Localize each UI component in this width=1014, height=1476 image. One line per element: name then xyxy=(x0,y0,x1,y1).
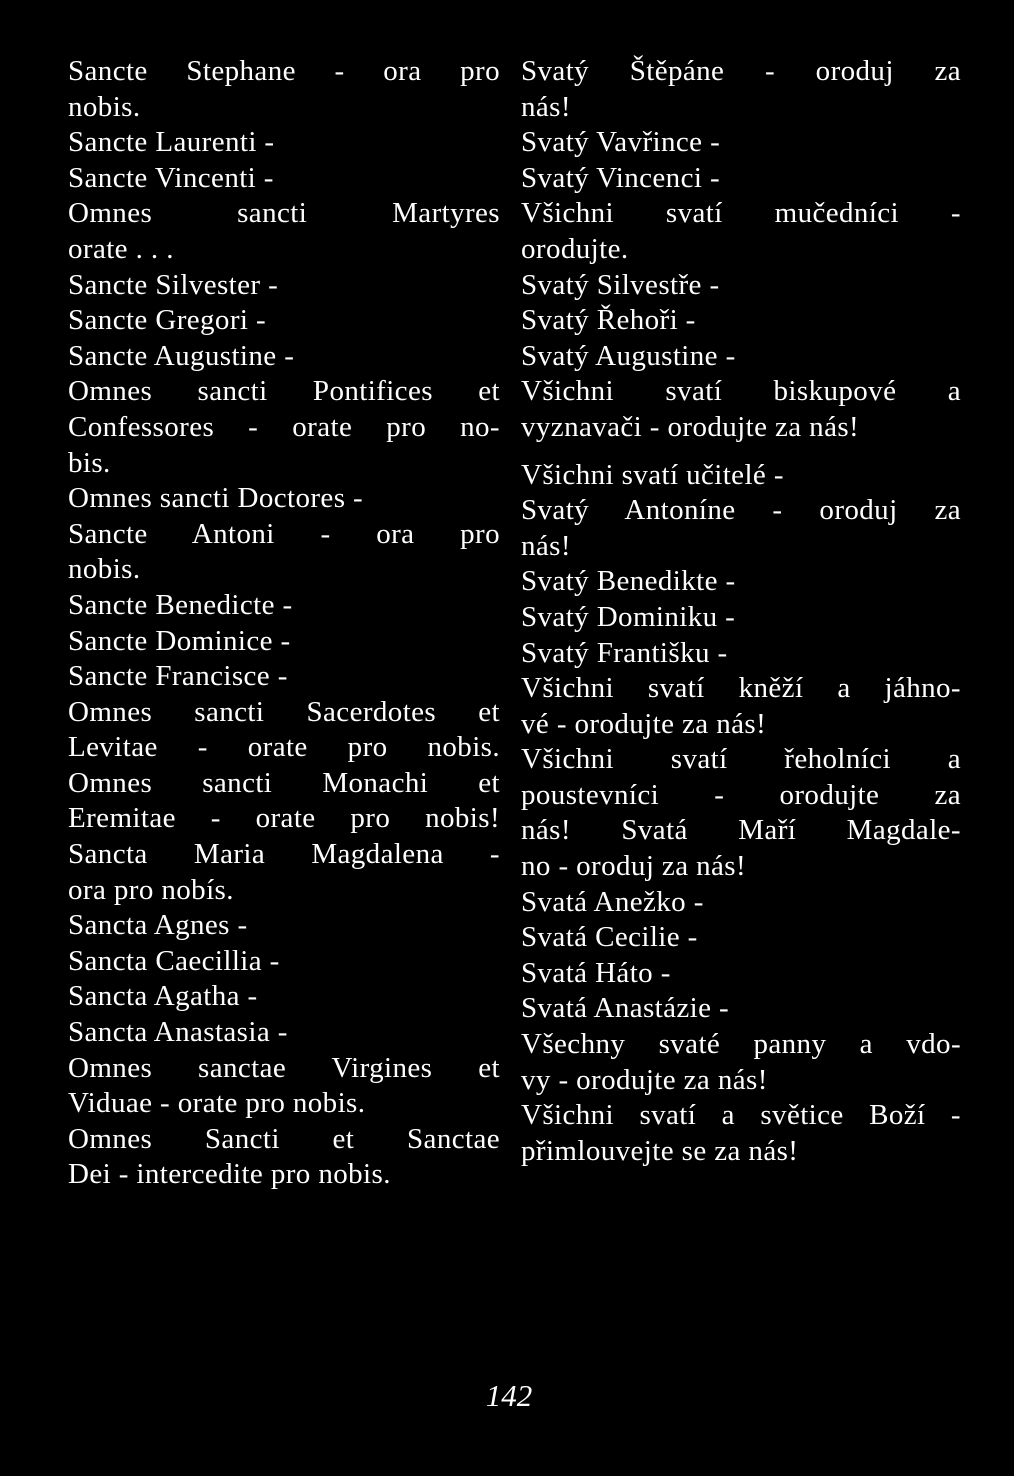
czech-line: Svatý Dominiku - xyxy=(521,600,736,633)
czech-line: vy - orodujte za nás! xyxy=(521,1063,768,1096)
czech-line: Všichni svatí řeholníci a xyxy=(521,743,961,776)
latin-line: Sancta Maria Magdalena - xyxy=(68,838,500,871)
latin-line: Sancta Agatha - xyxy=(68,980,258,1013)
latin-line: Omnes sancti Doctores - xyxy=(68,482,364,515)
latin-line: Sancta Agnes - xyxy=(68,909,248,942)
czech-line: Svatá Anastázie - xyxy=(521,992,730,1025)
latin-line: Sancte Silvester - xyxy=(68,268,279,301)
blank-line xyxy=(521,446,961,458)
latin-line: orate . . . xyxy=(68,232,174,265)
latin-line: Eremitae - orate pro nobis! xyxy=(68,802,500,835)
latin-line: Sancte Benedicte - xyxy=(68,588,293,621)
latin-line: Omnes sancti Martyres xyxy=(68,197,500,230)
czech-line: přimlouvejte se za nás! xyxy=(521,1134,799,1167)
latin-line: Sancte Dominice - xyxy=(68,624,291,657)
latin-line: Sancte Stephane - ora pro xyxy=(68,55,500,87)
czech-line: Všichni svatí kněží a jáhno- xyxy=(521,672,961,705)
czech-line: Svatý Vavřince - xyxy=(521,126,721,159)
latin-line: ora pro nobís. xyxy=(68,873,234,906)
czech-line: Svatý Řehoři - xyxy=(521,304,696,337)
latin-line: Viduae - orate pro nobis. xyxy=(68,1087,366,1120)
czech-line: Svatá Háto - xyxy=(521,956,671,989)
latin-line: Sancte Francisce - xyxy=(68,660,288,693)
czech-line: Všichni svatí biskupové a xyxy=(521,375,961,408)
latin-line: Sancte Laurenti - xyxy=(68,126,275,159)
czech-line: Všichni svatí učitelé - xyxy=(521,458,784,491)
latin-line: nobis. xyxy=(68,90,141,123)
latin-line: Sancte Vincenti - xyxy=(68,161,274,194)
czech-line: poustevníci - orodujte za xyxy=(521,778,961,811)
latin-line: Omnes sancti Pontifices et xyxy=(68,375,500,408)
latin-line: Sancte Antoni - ora pro xyxy=(68,517,500,550)
latin-line: Omnes sancti Sacerdotes et xyxy=(68,695,500,728)
czech-line: nás! xyxy=(521,90,571,123)
latin-line: Omnes sanctae Virgines et xyxy=(68,1051,500,1084)
czech-line: vyznavači - orodujte za nás! xyxy=(521,410,860,443)
latin-line: Omnes Sancti et Sanctae xyxy=(68,1122,500,1155)
czech-line: Svatý Františku - xyxy=(521,636,728,669)
page-number: 142 xyxy=(485,1378,533,1413)
latin-line: Sancta Caecillia - xyxy=(68,944,280,977)
latin-line: Dei - intercedite pro nobis. xyxy=(68,1158,391,1191)
czech-line: Svatý Antoníne - oroduj za xyxy=(521,494,961,527)
latin-line: bis. xyxy=(68,446,111,479)
czech-line: Všichni svatí a světice Boží - xyxy=(521,1099,961,1132)
latin-litany-column xyxy=(68,54,500,1193)
czech-line: Svatý Augustine - xyxy=(521,339,736,372)
latin-line: Omnes sancti Monachi et xyxy=(68,766,500,799)
latin-line: Confessores - orate pro no- xyxy=(68,410,500,443)
czech-line: vé - orodujte za nás! xyxy=(521,707,767,740)
czech-line: Svatá Anežko - xyxy=(521,885,704,918)
latin-line: Sancte Gregori - xyxy=(68,304,267,337)
czech-line: Svatý Štěpáne - oroduj za xyxy=(521,55,961,87)
latin-line: Sancte Augustine - xyxy=(68,339,295,372)
latin-line: nobis. xyxy=(68,553,141,586)
czech-line: Všichni svatí mučedníci - xyxy=(521,197,961,230)
czech-line: Svatý Benedikte - xyxy=(521,565,736,598)
czech-line: Svatý Vincenci - xyxy=(521,161,721,194)
czech-line: Svatá Cecilie - xyxy=(521,921,698,954)
czech-litany-column xyxy=(521,54,961,1169)
czech-line: orodujte. xyxy=(521,232,629,265)
czech-line: nás! xyxy=(521,529,571,562)
czech-line: Všechny svaté panny a vdo- xyxy=(521,1028,961,1061)
czech-line: no - oroduj za nás! xyxy=(521,850,747,883)
latin-line: Sancta Anastasia - xyxy=(68,1016,288,1049)
latin-line: Levitae - orate pro nobis. xyxy=(68,731,500,764)
czech-line: Svatý Silvestře - xyxy=(521,268,720,301)
czech-line: nás! Svatá Maří Magdale- xyxy=(521,814,961,847)
